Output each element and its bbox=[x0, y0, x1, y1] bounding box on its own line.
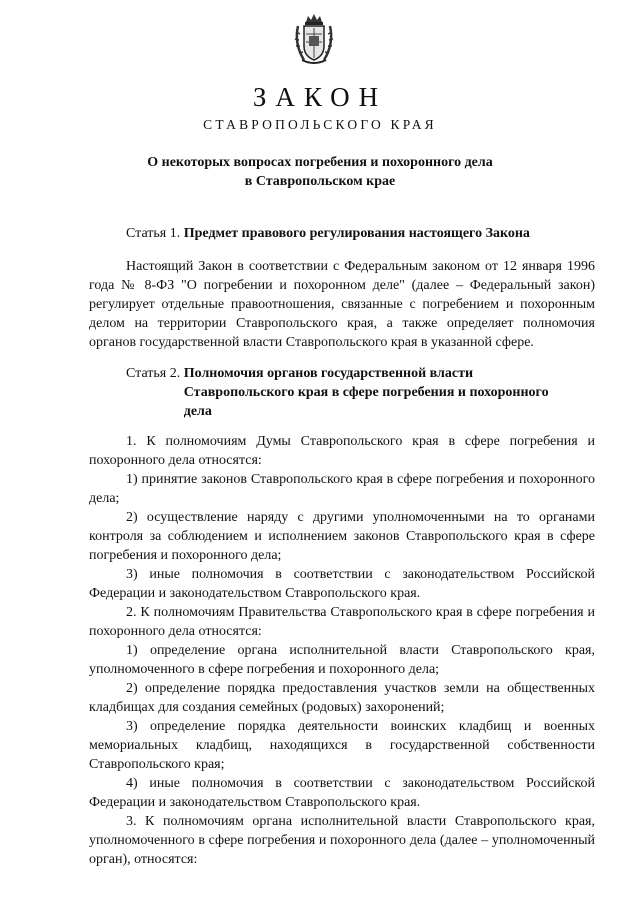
article-number: Статья 2. bbox=[126, 366, 184, 381]
article-number: Статья 1. bbox=[126, 226, 184, 241]
law-name-line: О некоторых вопросах погребения и похоронного дела bbox=[147, 155, 493, 170]
paragraph-text: 3. К полномочиям органа исполнительной власти Ставропольского края, уполномоченного в сфере погребения и похоронного дела (далее – уполномоченный орган), относятся: bbox=[89, 814, 595, 867]
paragraph-text: 2) определение порядка предоставления участков земли на общественных кладбищах для создания семейных (родовых) захоронений; bbox=[89, 681, 595, 715]
paragraph bbox=[89, 565, 595, 603]
paragraph bbox=[89, 508, 595, 565]
paragraph bbox=[89, 257, 595, 352]
paragraph-text: 3) определение порядка деятельности воинских кладбищ и военных мемориальных кладбищ, находящихся в государственной собственности Ставропольского края; bbox=[89, 719, 595, 772]
paragraph-text: 4) иные полномочия в соответствии с законодательством Российской Федерации и законодательством Ставропольского края. bbox=[89, 776, 595, 810]
article-title-line: Ставропольского края в сфере погребения и похоронного bbox=[183, 385, 549, 400]
document-subtitle: СТАВРОПОЛЬСКОГО КРАЯ bbox=[203, 117, 437, 132]
article-2-heading bbox=[126, 364, 549, 421]
paragraph-text: 2) осуществление наряду с другими уполномоченными на то органами контроля за соблюдением и исполнением законов Ставропольского края в сфере погребения и похоронного дела; bbox=[89, 510, 595, 563]
article-title bbox=[184, 364, 549, 421]
coat-of-arms-icon bbox=[292, 12, 336, 66]
document-title: ЗАКОН bbox=[252, 82, 388, 112]
paragraph bbox=[89, 812, 595, 869]
paragraph-text: 1) принятие законов Ставропольского края в сфере погребения и похоронного дела; bbox=[89, 472, 595, 506]
paragraph-text: 3) иные полномочия в соответствии с законодательством Российской Федерации и законодательством Ставропольского края. bbox=[89, 567, 595, 601]
paragraph-text: Настоящий Закон в соответствии с Федеральным законом от 12 января 1996 года № 8-ФЗ "О погребении и похоронном деле" (далее – Федеральный закон) регулирует отдельные правоотношения, связанные с погребением и похоронным делом на территории Ставропольского края, а также определяет полномочия органов государственной власти Ставропольского края в указанной сфере. bbox=[89, 259, 595, 350]
law-name bbox=[0, 153, 640, 191]
paragraph bbox=[89, 641, 595, 679]
paragraph bbox=[89, 432, 595, 470]
law-name-line: в Ставропольском крае bbox=[244, 174, 396, 189]
paragraph-text: 1. К полномочиям Думы Ставропольского края в сфере погребения и похоронного дела относятся: bbox=[89, 434, 595, 468]
article-title-line: дела bbox=[183, 404, 212, 419]
paragraph-text: 1) определение органа исполнительной власти Ставропольского края, уполномоченного в сфере погребения и похоронного дела; bbox=[89, 643, 595, 677]
paragraph bbox=[89, 679, 595, 717]
paragraph bbox=[89, 603, 595, 641]
article-title-line: Полномочия органов государственной власти bbox=[183, 366, 474, 381]
paragraph bbox=[89, 774, 595, 812]
paragraph-text: 2. К полномочиям Правительства Ставропольского края в сфере погребения и похоронного дела относятся: bbox=[89, 605, 595, 639]
paragraph bbox=[89, 717, 595, 774]
article-title: Предмет правового регулирования настоящего Закона bbox=[183, 226, 530, 241]
paragraph bbox=[89, 470, 595, 508]
article-1-heading bbox=[126, 224, 530, 243]
